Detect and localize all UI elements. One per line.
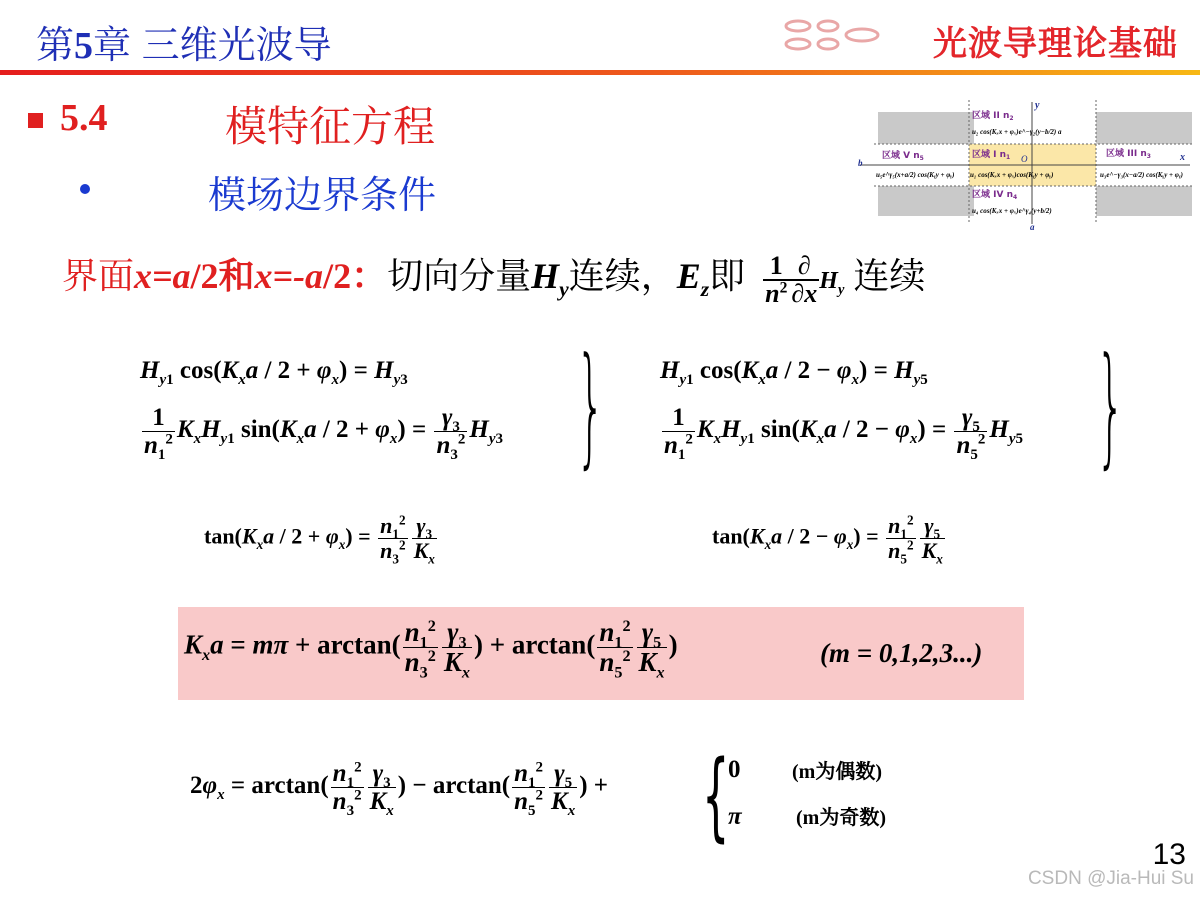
case-odd-condition: (m为奇数) [796,807,886,829]
right-brace-left-group: } [576,329,605,481]
course-title: 光波导理论基础 [933,25,1178,63]
svg-text:区域 II n2: 区域 II $n_2$ [972,111,1014,122]
svg-text:区域 I n1: 区域 I $n_1$ [972,150,1011,161]
section-bullet [28,113,43,128]
tan-equation-right: $\tan(K_xa / 2 - \varphi_x)$ = $\frac{n_1^2}{n_5^2}$ $\frac{\gamma_5}{K_x}$ [712,512,943,567]
boundary-condition-statement: 界面x=a/2和x=-a/2：切向分量$H_y$连续，$E_z$即 $\frac{1}{n^2}$ $\frac{\partial}{\partial x}$ $H_y$ 连续 [62,250,926,308]
svg-text:区域 V n5: 区域 V $n_5$ [882,151,924,162]
equation-left-1: $H_{y1}$ $\cos(K_xa / 2 + \varphi_x) = H_{y3}$ [140,357,408,388]
chapter-title: 第5章 三维光波导 [36,25,332,67]
page-number: 13 [1152,838,1186,871]
left-brace-cases: { [702,740,730,852]
subsection-bullet [80,184,90,194]
svg-text:y: y [1035,100,1040,111]
equation-left-2: $\frac{1}{n_1^2}$ $K_xH_{y1}$ $\sin(K_xa / 2 + \varphi_x)$ = $\frac{\gamma_3}{n_3^2}$ $H_{y3}$ [144,404,503,463]
svg-text:u₄ cos(Kₓx + φₓ)e^γ₄(y+b/2): u₄ cos(Kₓx + φₓ)e^γ₄(y+b/2) [972,207,1052,215]
header-divider [0,70,1200,75]
equation-right-2: $\frac{1}{n_1^2}$ $K_xH_{y1}$ $\sin(K_xa / 2 - \varphi_x)$ = $\frac{\gamma_5}{n_5^2}$ $H_{y5}$ [664,404,1023,463]
case-even-condition: (m为偶数) [792,761,882,783]
case-odd-value: π [728,803,742,830]
right-brace-right-group: } [1096,329,1125,481]
subsection-title: 模场边界条件 [208,173,437,217]
svg-text:b: b [858,158,863,168]
svg-text:区域 III n3: 区域 III $n_3$ [1106,149,1151,160]
equation-right-1: $H_{y1}$ $\cos(K_xa / 2 - \varphi_x) = H_{y5}$ [660,357,928,388]
svg-text:u₃e^−γ₃(x−a/2) cos(Kᵧy + φᵧ): u₃e^−γ₃(x−a/2) cos(Kᵧy + φᵧ) [1100,171,1183,179]
svg-text:u₁ cos(Kₓx + φₓ)cos(Kᵧy + φᵧ): u₁ cos(Kₓx + φₓ)cos(Kᵧy + φᵧ) [970,171,1054,179]
tan-equation-left: $\tan(K_xa / 2 + \varphi_x)$ = $\frac{n_1^2}{n_3^2}$ $\frac{\gamma_3}{K_x}$ [204,512,435,567]
waveguide-logo-icon [782,16,882,56]
svg-text:a: a [1030,222,1035,232]
waveguide-cross-section-diagram [856,100,1196,234]
svg-text:区域 IV n4: 区域 IV $n_4$ [972,190,1018,201]
svg-text:O: O [1021,154,1028,164]
svg-text:u₂ cos(Kₓx + φₓ)e^−γ₂(y−b/2) a: u₂ cos(Kₓx + φₓ)e^−γ₂(y−b/2) a [972,128,1062,136]
phase-equation: $2\varphi_x = \arctan$( $\frac{n_1^2}{n_3^2}$ $\frac{\gamma_3}{K_x}$ ) − arctan( $\frac{n_1^2}{n_5^2}$ $\frac{\gamma_5}{K_x}$ ) + [190,759,609,819]
svg-text:u₅e^γ₅(x+a/2) cos(Kᵧy + φᵧ): u₅e^γ₅(x+a/2) cos(Kᵧy + φᵧ) [876,171,955,179]
case-even-value: 0 [728,756,741,783]
characteristic-equation: $K_xa = m\pi + \arctan$( $\frac{n_1^2}{n_3^2}$ $\frac{\gamma_3}{K_x}$ ) + arctan( $\frac{n_1^2}{n_5^2}$ $\frac{\gamma_5}{K_x}$ ) [184,617,678,682]
svg-text:x: x [1180,152,1185,163]
section-number: 5.4 [60,97,108,139]
watermark: CSDN @Jia-Hui Su [1027,868,1194,889]
m-values: (m = 0,1,2,3...) [820,638,983,668]
section-title: 模特征方程 [225,102,436,151]
